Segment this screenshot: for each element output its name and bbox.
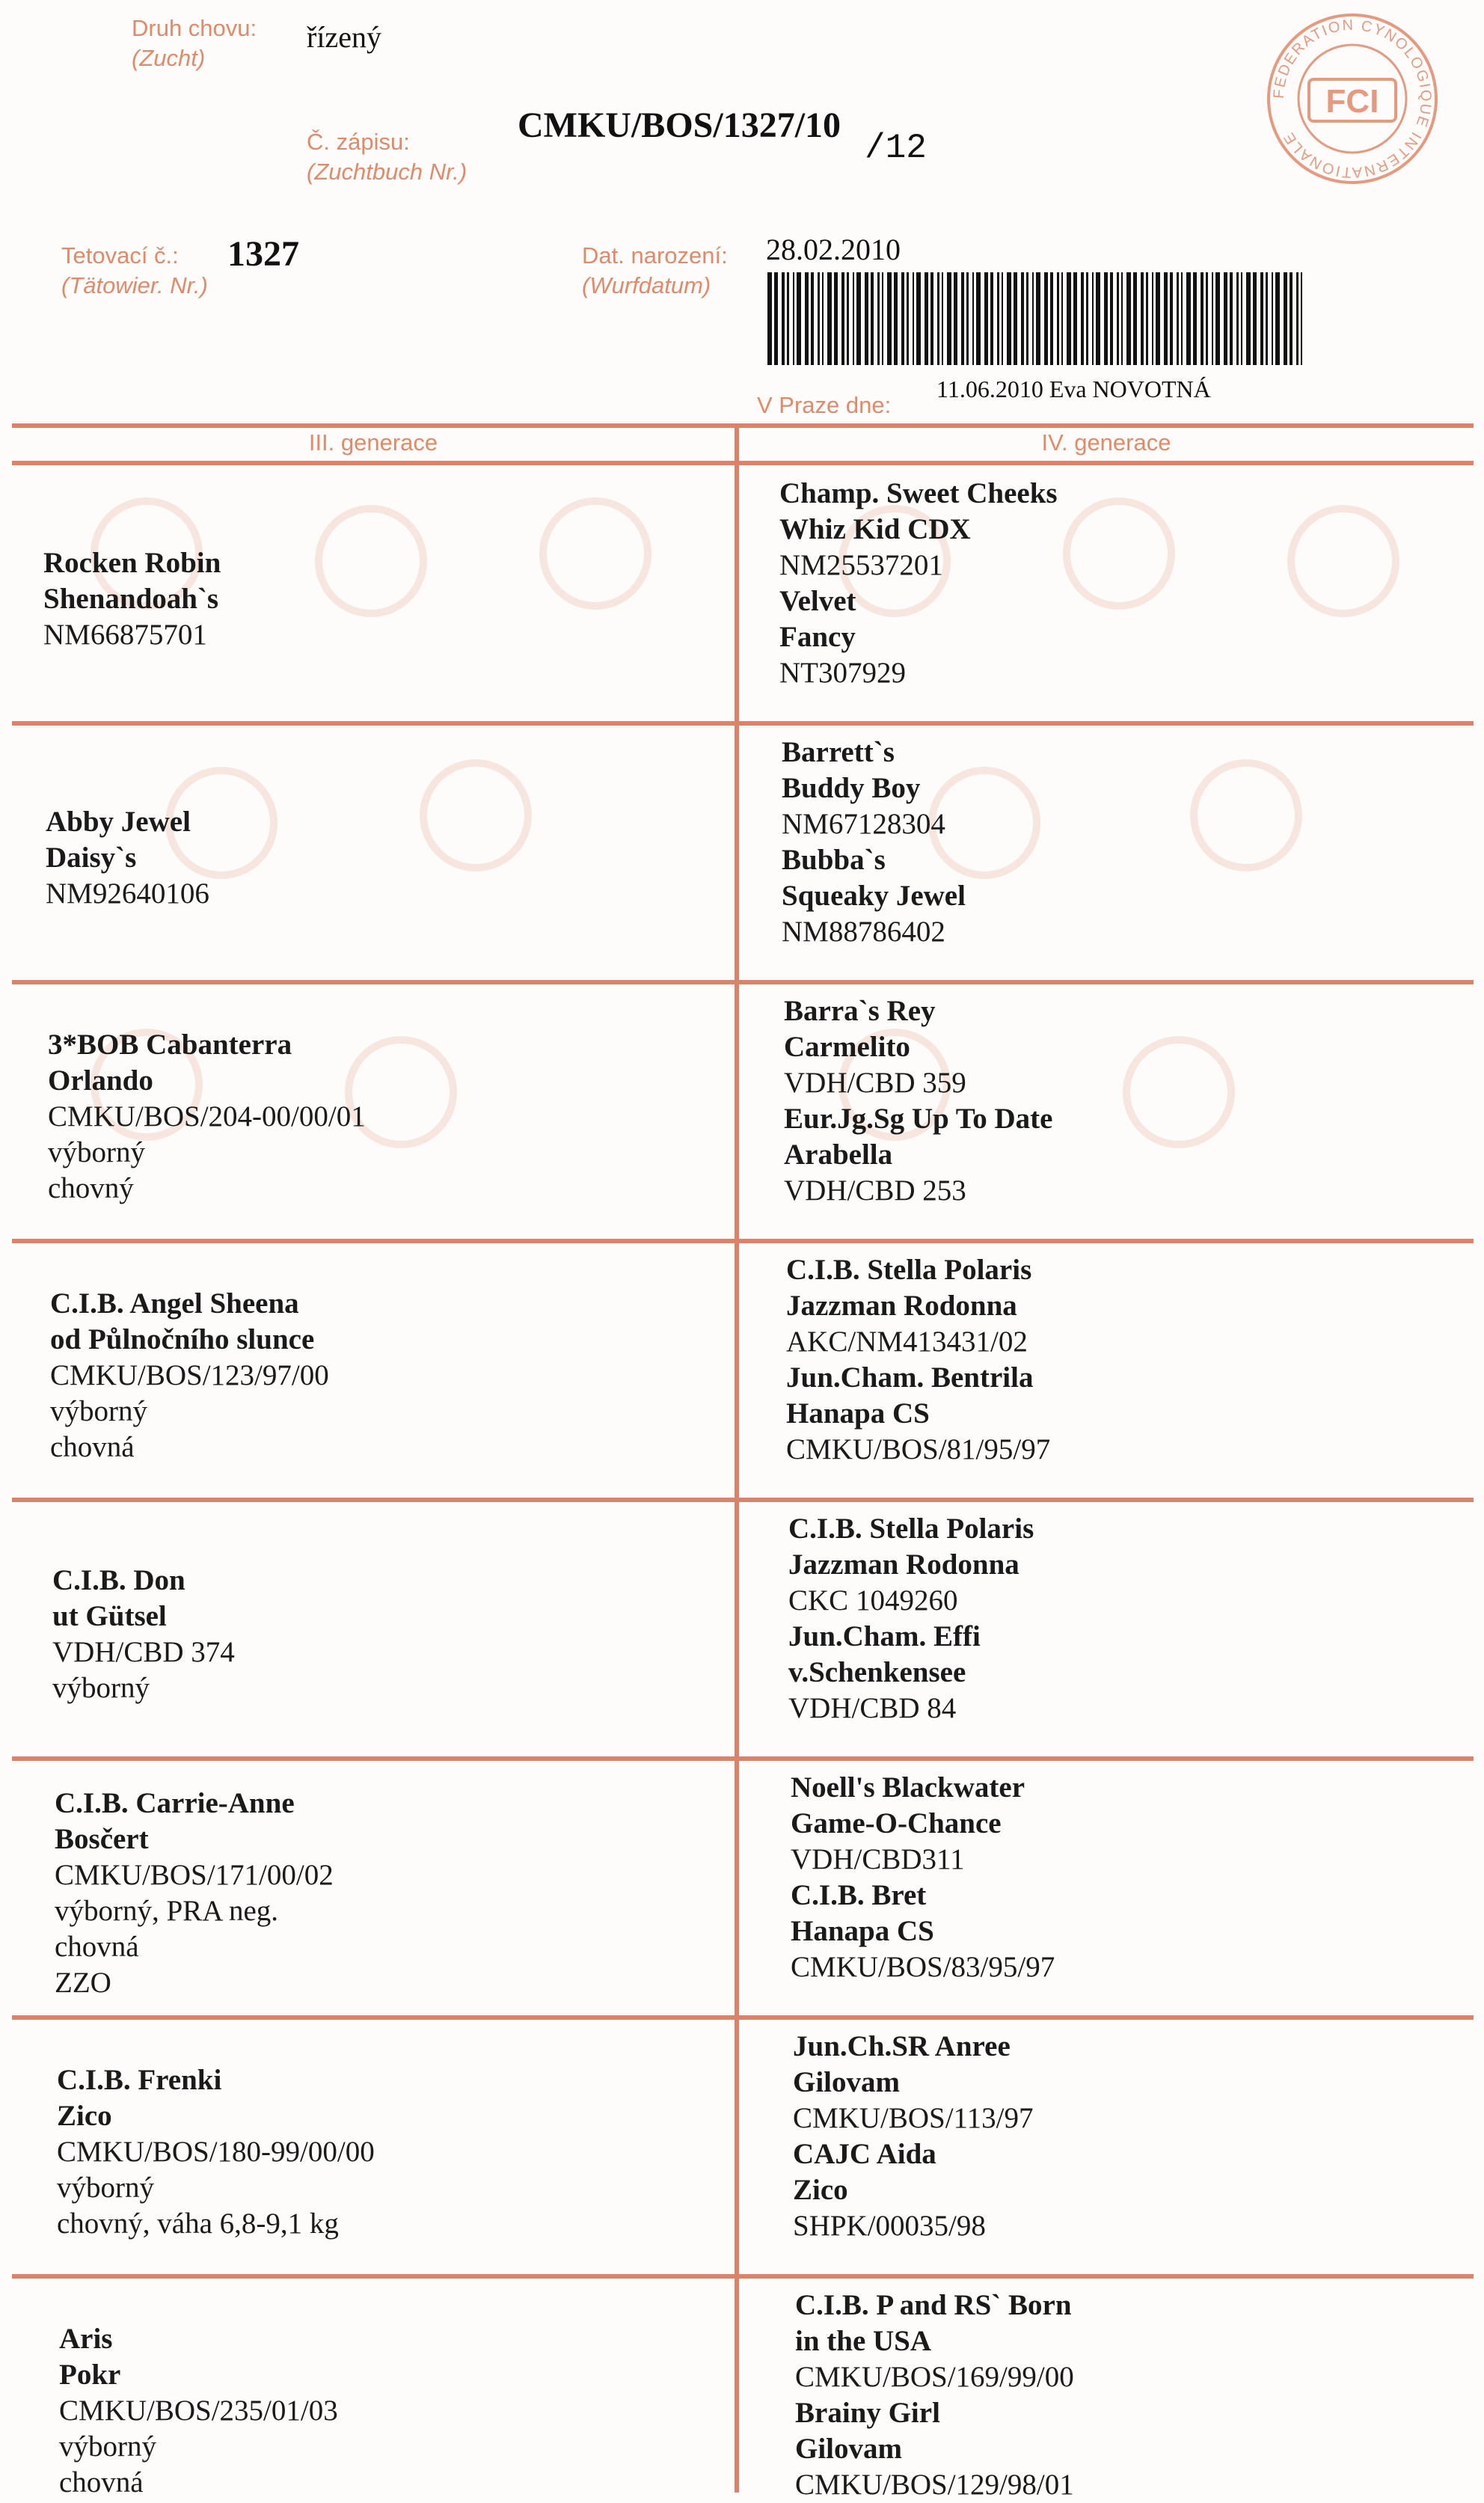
barcode-bar <box>894 272 898 365</box>
dog-name-line: Zico <box>793 2174 848 2206</box>
barcode-bar <box>1050 272 1053 365</box>
barcode-bar <box>1177 272 1179 365</box>
dog-name-line: 3*BOB Cabanterra <box>48 1029 292 1061</box>
fci-logo <box>1263 9 1442 189</box>
barcode-bar <box>882 272 883 365</box>
dog-name-line: Velvet <box>779 585 856 617</box>
barcode-bar <box>1152 272 1153 365</box>
registration-line: VDH/CBD 374 <box>52 1636 235 1668</box>
druh-label: Druh chovu: (Zucht) <box>132 15 257 72</box>
barcode-bar <box>841 272 844 365</box>
fci-ring-text: FEDERATION CYNOLOGIQUE INTERNATIONALE <box>1270 16 1435 181</box>
fci-text: FCI <box>1325 83 1379 120</box>
registration-line: CKC 1049260 <box>788 1584 958 1617</box>
registration-line: výborný <box>50 1395 147 1427</box>
dog-name-line: Aris <box>59 2323 113 2355</box>
dog-name-line: Zico <box>57 2100 112 2132</box>
generation-4-header: IV. generace <box>1041 429 1171 456</box>
barcode-bar <box>887 272 892 365</box>
dog-name-line: Fancy <box>779 621 856 653</box>
barcode-bar <box>930 272 933 365</box>
registration-line: CMKU/BOS/113/97 <box>793 2102 1034 2134</box>
praze-label: V Praze dne: <box>757 392 892 418</box>
registration-line: NT307929 <box>779 657 906 689</box>
gen4-cell <box>788 1511 1034 1727</box>
zapis-label: Č. zápisu: (Zuchtbuch Nr.) <box>307 129 467 186</box>
barcode-bar <box>947 272 951 365</box>
dog-name-line: Bubba`s <box>782 844 886 876</box>
barcode-bar <box>1296 272 1298 365</box>
barcode-bar <box>1181 272 1183 365</box>
barcode-bar <box>984 272 988 365</box>
registration-line: chovná <box>59 2466 144 2499</box>
column-divider <box>735 423 739 2493</box>
zapis-suffix: /12 <box>865 129 927 168</box>
barcode-bar <box>961 272 964 365</box>
barcode-bar <box>1272 272 1273 365</box>
barcode-bar <box>811 272 814 365</box>
registration-line: výborný <box>48 1136 145 1168</box>
barcode-bar <box>1104 272 1108 365</box>
gen4-cell <box>782 735 966 950</box>
barcode-bar <box>1266 272 1268 365</box>
barcode-bar <box>907 272 909 365</box>
zapis-value: CMKU/BOS/1327/10 <box>518 105 841 145</box>
barcode-bar <box>1133 272 1137 365</box>
row-divider <box>12 980 1474 984</box>
dog-name-line: ut Gütsel <box>52 1600 167 1632</box>
barcode-bar <box>1057 272 1059 365</box>
barcode-bar <box>937 272 939 365</box>
registration-line: NM66875701 <box>43 619 207 651</box>
barcode-bar <box>1224 272 1227 365</box>
dog-name-line: Hanapa CS <box>786 1397 930 1430</box>
dog-name-line: C.I.B. Frenki <box>57 2064 222 2096</box>
registration-line: VDH/CBD 253 <box>784 1174 966 1207</box>
dog-name-line: Hanapa CS <box>791 1915 934 1947</box>
gen4-cell <box>779 476 1058 691</box>
tetovaci-label-de: (Tätowier. Nr.) <box>61 272 208 299</box>
registration-line: CMKU/BOS/129/98/01 <box>795 2469 1074 2501</box>
barcode-bar <box>1164 272 1168 365</box>
barcode-bar <box>1096 272 1100 365</box>
barcode-bar <box>1032 272 1034 365</box>
dog-name-line: Gilovam <box>793 2066 900 2098</box>
barcode-bar <box>1036 272 1040 365</box>
dog-name-line: v.Schenkensee <box>788 1656 966 1688</box>
barcode-bar <box>797 272 801 365</box>
barcode-bar <box>1014 272 1017 365</box>
barcode-bar <box>1253 272 1257 365</box>
barcode-bar <box>1073 272 1077 365</box>
tetovaci-label: Tetovací č.: (Tätowier. Nr.) <box>61 242 208 299</box>
dog-name-line: Bosčert <box>55 1823 149 1855</box>
header-bottom-border <box>12 461 1474 465</box>
registration-line: CMKU/BOS/180-99/00/00 <box>57 2136 375 2168</box>
dog-name-line: Pokr <box>59 2359 121 2391</box>
tetovaci-value: 1327 <box>227 234 299 274</box>
row-divider <box>12 2015 1474 2020</box>
barcode-bar <box>913 272 914 365</box>
dog-name-line: Noell's Blackwater <box>791 1771 1025 1804</box>
barcode-bar <box>954 272 957 365</box>
barcode-bar <box>782 272 785 365</box>
dog-name-line: C.I.B. P and RS` Born <box>795 2289 1072 2321</box>
barcode-bar <box>787 272 789 365</box>
gen3-cell <box>55 1786 334 2001</box>
dog-name-line: Whiz Kid CDX <box>779 513 971 545</box>
gen4-cell <box>793 2029 1033 2244</box>
registration-line: CMKU/BOS/171/00/02 <box>55 1859 334 1891</box>
dog-name-line: Arabella <box>784 1139 893 1171</box>
registration-line: SHPK/00035/98 <box>793 2210 986 2242</box>
registration-line: NM25537201 <box>779 549 943 581</box>
barcode-bar <box>1086 272 1088 365</box>
dog-name-line: CAJC Aida <box>793 2138 936 2170</box>
barcode-bar <box>1201 272 1204 365</box>
gen3-cell <box>46 804 209 912</box>
barcode-bar <box>774 272 778 365</box>
barcode-bar <box>1021 272 1024 365</box>
row-divider <box>12 2274 1474 2279</box>
registration-line: chovná <box>55 1931 139 1963</box>
barcode-bar <box>1141 272 1144 365</box>
barcode-bar <box>1121 272 1123 365</box>
barcode-bar <box>1126 272 1131 365</box>
druh-value: řízený <box>307 20 381 54</box>
gen3-cell <box>52 1563 235 1706</box>
dog-name-line: Barra`s Rey <box>784 995 936 1027</box>
barcode-bar <box>1275 272 1280 365</box>
dog-name-line: C.I.B. Don <box>52 1564 186 1596</box>
dog-name-line: Brainy Girl <box>795 2397 940 2429</box>
zapis-label-de: (Zuchtbuch Nr.) <box>307 159 467 186</box>
barcode-bar <box>871 272 874 365</box>
gen4-cell <box>784 993 1052 1209</box>
dog-name-line: Jun.Cham. Bentrila <box>786 1361 1034 1394</box>
barcode-bar <box>1067 272 1071 365</box>
dog-name-line: Buddy Boy <box>782 772 921 804</box>
barcode-bar <box>827 272 832 365</box>
barcode-bar <box>1301 272 1302 365</box>
registration-line: CMKU/BOS/204-00/00/01 <box>48 1100 366 1133</box>
registration-line: VDH/CBD 84 <box>788 1692 957 1724</box>
gen4-cell <box>786 1252 1050 1468</box>
narozeni-label-de: (Wurfdatum) <box>582 272 711 299</box>
barcode-bar <box>1081 272 1084 365</box>
registration-line: výborný <box>52 1672 150 1704</box>
row-divider <box>12 1756 1474 1761</box>
barcode-bar <box>853 272 854 365</box>
dog-name-line: Eur.Jg.Sg Up To Date <box>784 1103 1053 1135</box>
barcode-bar <box>793 272 794 365</box>
dog-name-line: Jazzman Rodonna <box>788 1548 1020 1581</box>
row-divider <box>12 721 1474 726</box>
barcode-bar <box>834 272 838 365</box>
barcode-bar <box>1002 272 1003 365</box>
dog-name-line: C.I.B. Stella Polaris <box>788 1513 1034 1545</box>
barcode-bar <box>1156 272 1160 365</box>
barcode-bar <box>966 272 969 365</box>
barcode-bar <box>1215 272 1220 365</box>
registration-line: VDH/CBD311 <box>791 1843 965 1875</box>
dog-name-line: Orlando <box>48 1064 153 1097</box>
dog-name-line: Abby Jewel <box>46 806 191 838</box>
dog-name-line: od Půlnočního slunce <box>50 1323 315 1355</box>
gen3-cell <box>43 545 221 653</box>
barcode-bar <box>1117 272 1119 365</box>
registration-line: VDH/CBD 359 <box>784 1067 966 1099</box>
barcode-bar <box>1186 272 1191 365</box>
registration-line: CMKU/BOS/83/95/97 <box>791 1951 1055 1983</box>
gen4-cell <box>795 2288 1074 2503</box>
dog-name-line: Daisy`s <box>46 842 137 874</box>
registration-line: AKC/NM413431/02 <box>786 1326 1028 1358</box>
barcode-bar <box>822 272 824 365</box>
gen3-cell <box>48 1027 366 1207</box>
registration-line: chovný, váha 6,8-9,1 kg <box>57 2208 339 2240</box>
gen3-cell <box>50 1286 329 1465</box>
registration-line: CMKU/BOS/235/01/03 <box>59 2395 338 2427</box>
dog-name-line: Rocken Robin <box>43 547 221 579</box>
barcode-bar <box>767 272 772 365</box>
registration-line: NM67128304 <box>782 808 945 840</box>
barcode-bar <box>1206 272 1208 365</box>
barcode-bar <box>1241 272 1242 365</box>
barcode-bar <box>1212 272 1213 365</box>
barcode-bar <box>1230 272 1233 365</box>
gen4-cell <box>791 1770 1055 1985</box>
generation-3-header: III. generace <box>308 429 438 456</box>
barcode-bar <box>1246 272 1251 365</box>
dog-name-line: Barrett`s <box>782 736 895 768</box>
registration-line: CMKU/BOS/123/97/00 <box>50 1359 329 1391</box>
narozeni-value: 28.02.2010 <box>766 233 901 266</box>
row-divider <box>12 1498 1474 1502</box>
barcode-bar <box>1260 272 1263 365</box>
dog-name-line: C.I.B. Carrie-Anne <box>55 1787 295 1819</box>
barcode-bar <box>1236 272 1239 365</box>
barcode-bar <box>925 272 928 365</box>
barcode-bar <box>1284 272 1287 365</box>
dog-name-line: Jun.Ch.SR Anree <box>793 2030 1011 2062</box>
dog-name-line: Jun.Cham. Effi <box>788 1620 981 1652</box>
barcode-bar <box>1044 272 1048 365</box>
registration-line: výborný <box>59 2430 156 2463</box>
barcode <box>767 272 1306 365</box>
praze-value: 11.06.2010 Eva NOVOTNÁ <box>936 376 1211 402</box>
dog-name-line: C.I.B. Stella Polaris <box>786 1254 1032 1286</box>
table-top-border <box>12 423 1474 428</box>
dog-name-line: Gilovam <box>795 2433 902 2465</box>
dog-name-line: in the USA <box>795 2325 932 2357</box>
barcode-bar <box>1026 272 1028 365</box>
registration-line: ZZO <box>55 1967 111 1999</box>
dog-name-line: C.I.B. Bret <box>791 1879 927 1911</box>
druh-label-de: (Zucht) <box>132 45 206 72</box>
registration-line: NM88786402 <box>782 916 945 948</box>
barcode-bar <box>901 272 904 365</box>
barcode-bar <box>847 272 849 365</box>
dog-name-line: Jazzman Rodonna <box>786 1290 1017 1322</box>
barcode-bar <box>1146 272 1148 365</box>
dog-name-line: Squeaky Jewel <box>782 880 966 912</box>
dog-name-line: C.I.B. Angel Sheena <box>50 1287 299 1320</box>
dog-name-line: Shenandoah`s <box>43 583 219 615</box>
registration-line: CMKU/BOS/169/99/00 <box>795 2361 1074 2393</box>
registration-line: CMKU/BOS/81/95/97 <box>786 1433 1051 1465</box>
barcode-bar <box>916 272 921 365</box>
row-divider <box>12 1239 1474 1243</box>
barcode-bar <box>1170 272 1173 365</box>
gen3-cell <box>59 2321 338 2501</box>
narozeni-label: Dat. narození: (Wurfdatum) <box>582 242 728 299</box>
barcode-bar <box>805 272 809 365</box>
gen3-cell <box>57 2062 375 2242</box>
barcode-bar <box>1092 272 1094 365</box>
registration-line: chovný <box>48 1172 134 1204</box>
dog-name-line: Game-O-Chance <box>791 1807 1002 1839</box>
barcode-bar <box>865 272 868 365</box>
registration-line: výborný, PRA neg. <box>55 1895 279 1927</box>
barcode-bar <box>1110 272 1113 365</box>
barcode-bar <box>877 272 880 365</box>
barcode-bar <box>976 272 981 365</box>
barcode-bar <box>1007 272 1011 365</box>
dog-name-line: Carmelito <box>784 1031 910 1063</box>
barcode-bar <box>990 272 993 365</box>
registration-line: chovná <box>50 1431 135 1463</box>
barcode-bar <box>1193 272 1197 365</box>
barcode-bar <box>972 272 974 365</box>
barcode-bar <box>942 272 943 365</box>
barcode-bar <box>818 272 820 365</box>
dog-name-line: Champ. Sweet Cheeks <box>779 477 1058 509</box>
registration-line: výborný <box>57 2172 154 2204</box>
barcode-bar <box>997 272 999 365</box>
barcode-bar <box>856 272 861 365</box>
registration-line: NM92640106 <box>46 877 209 910</box>
barcode-bar <box>1061 272 1063 365</box>
barcode-bar <box>1290 272 1293 365</box>
